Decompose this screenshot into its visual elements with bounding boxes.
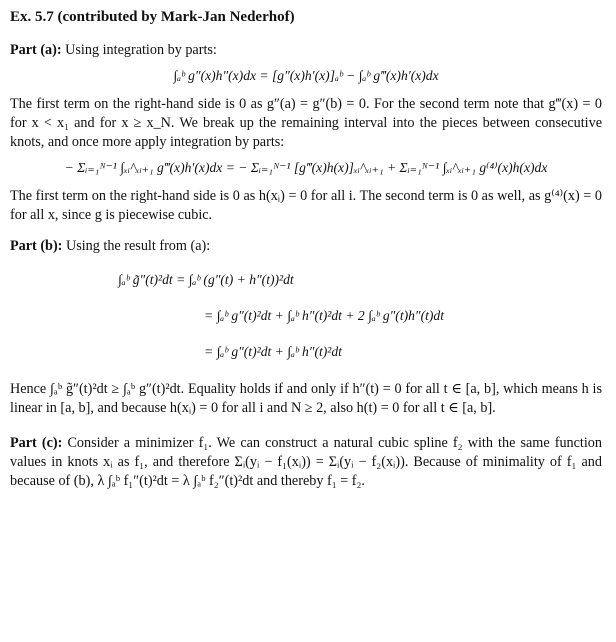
equation-line-2: = ∫ₐᵇ g″(t)²dt + ∫ₐᵇ h″(t)²dt + 2 ∫ₐᵇ g″(t)h″(t)dt	[204, 308, 445, 323]
part-c-label: Part (c):	[10, 435, 63, 451]
part-b-intro: Using the result from (a):	[65, 238, 211, 254]
part-c-paragraph	[10, 434, 602, 491]
part-a-label: Part (a):	[10, 42, 62, 58]
equation-knot-sum: − Σᵢ₌₁ᴺ⁻¹ ∫ₓᵢ^ₓᵢ₊₁ g‴(x)h′(x)dx = − Σᵢ₌₁ᴺ⁻¹ [g‴(x)h(x)]ₓᵢ^ₓᵢ₊₁ + Σᵢ₌₁ᴺ⁻¹ ∫ₓᵢ^ₓᵢ₊₁ g⁽⁴⁾(x)h(x)dx	[64, 160, 548, 175]
part-a-title-line	[10, 41, 602, 60]
equation-line-1: ∫ₐᵇ g̃″(t)²dt = ∫ₐᵇ (g″(t) + h″(t))²dt	[118, 272, 294, 287]
part-a-paragraph-1: The first term on the right-hand side is 0 as g″(a) = g″(b) = 0. For the second term note that g‴(x) = 0 for x < x₁ and for x ≥ x_N. We break up the remaining interval into the pieces between consecutive knots, and once more apply integration by parts:	[10, 96, 602, 150]
part-b-title-line	[10, 237, 602, 256]
part-c-text: Consider a minimizer f₁. We can construct a natural cubic spline f₂ with the same function values in knots xᵢ as f₁, and therefore Σᵢ(yᵢ − f₁(xᵢ)) = Σᵢ(yᵢ − f₂(xᵢ)). Because of minimality of f₁ and because of (b), λ ∫ₐᵇ f₁″(t)²dt = λ ∫ₐᵇ f₂″(t)²dt and thereby f₁ = f₂.	[10, 435, 602, 489]
part-b-paragraph-1: Hence ∫ₐᵇ g̃″(t)²dt ≥ ∫ₐᵇ g″(t)²dt. Equality holds if and only if h″(t) = 0 for all t ∈ [a, b], which means h is linear in [a, b], and because h(xᵢ) = 0 for all i and N ≥ 2, also h(t) = 0 for all t ∈ [a, b].	[10, 381, 602, 416]
exercise-heading: Ex. 5.7 (contributed by Mark-Jan Nederhof)	[10, 9, 295, 25]
part-a-paragraph-2: The first term on the right-hand side is 0 as h(xᵢ) = 0 for all i. The second term is 0 as well, as g⁽⁴⁾(x) = 0 for all x, since g is piecewise cubic.	[10, 188, 602, 223]
part-a-intro: Using integration by parts:	[65, 42, 217, 58]
equation-block-part-b	[10, 262, 602, 370]
equation-line-3: = ∫ₐᵇ g″(t)²dt + ∫ₐᵇ h″(t)²dt	[204, 344, 342, 359]
equation-integration-by-parts: ∫ₐᵇ g″(x)h″(x)dx = [g″(x)h′(x)]ₐᵇ − ∫ₐᵇ g‴(x)h′(x)dx	[173, 68, 439, 83]
part-b-label: Part (b):	[10, 238, 63, 254]
